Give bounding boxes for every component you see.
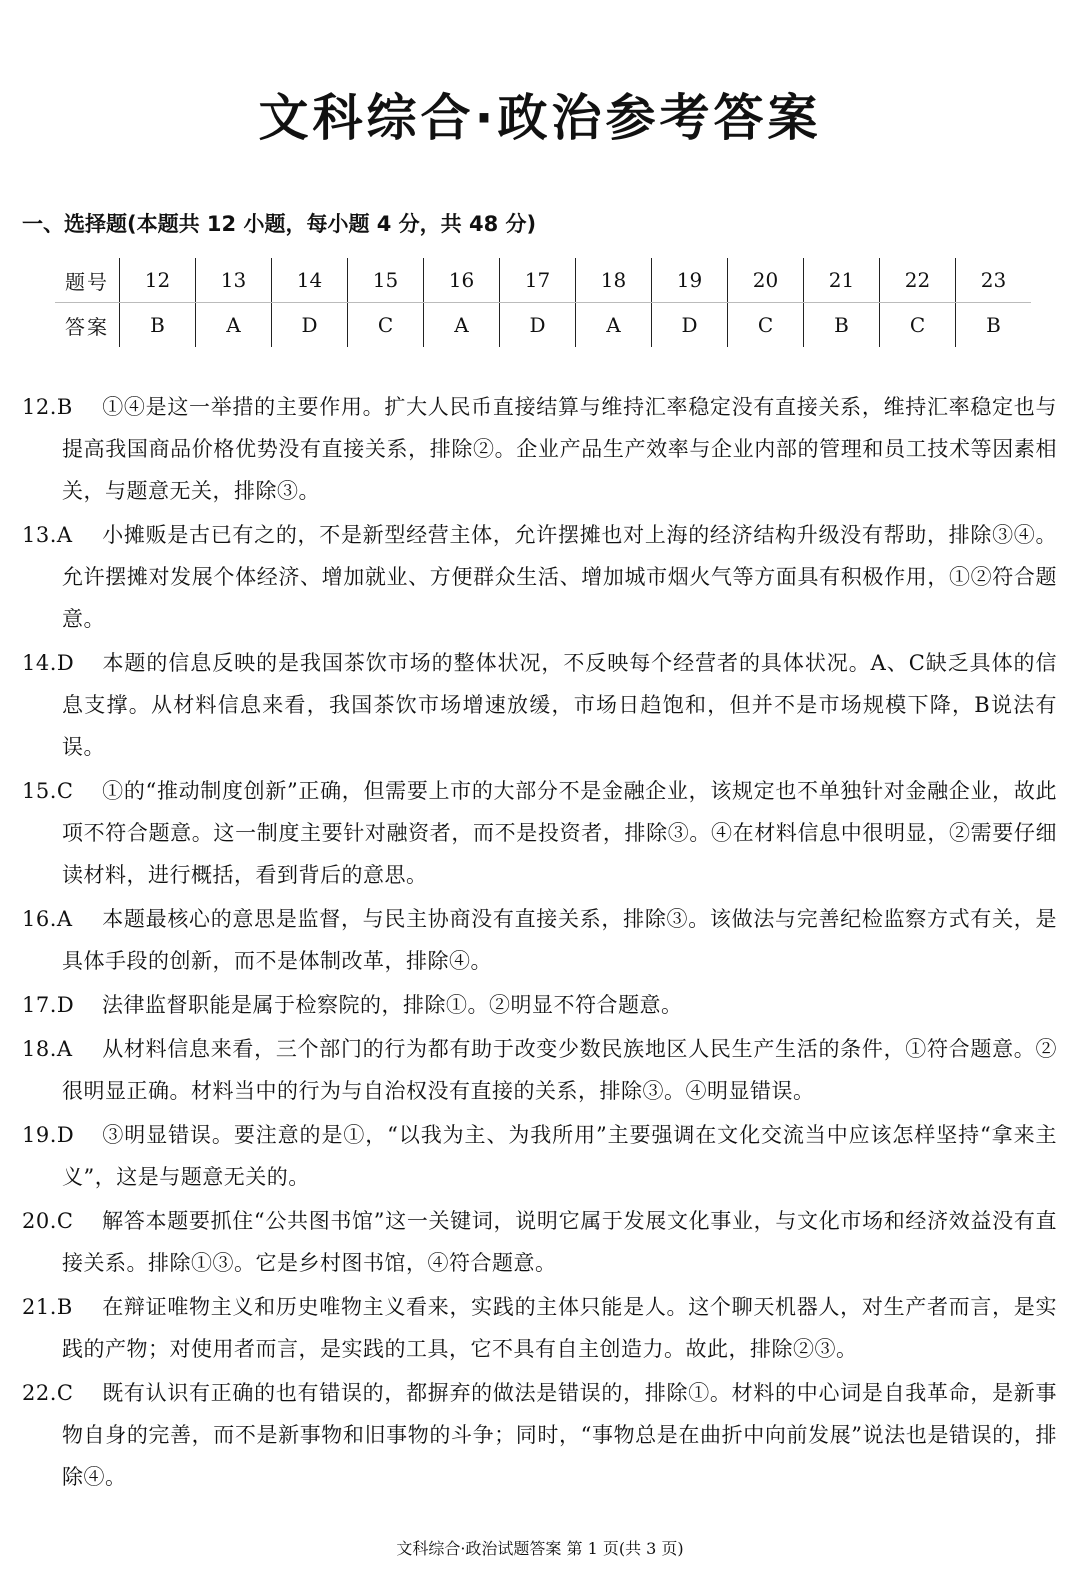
explanation-label: 15.C bbox=[22, 779, 74, 803]
explanation-text: ①④是这一举措的主要作用。扩大人民币直接结算与维持汇率稳定没有直接关系，维持汇率稳定也与提高我国商品价格优势没有直接关系，排除②。企业产品生产效率与企业内部的管理和员工技术等因素相关，与题意无关，排除③。 bbox=[62, 395, 1057, 503]
explanation-text: 解答本题要抓住“公共图书馆”这一关键词，说明它属于发展文化事业，与文化市场和经济效益没有直接关系。排除①③。它是乡村图书馆，④符合题意。 bbox=[62, 1209, 1057, 1275]
explanation-text: 从材料信息来看，三个部门的行为都有助于改变少数民族地区人民生产生活的条件，①符合题意。②很明显正确。材料当中的行为与自治权没有直接的关系，排除③。④明显错误。 bbox=[62, 1037, 1057, 1103]
answer-letter: B bbox=[956, 303, 1032, 348]
explanation-label: 14.D bbox=[22, 651, 75, 675]
question-number: 15 bbox=[348, 258, 424, 303]
explanation-item bbox=[22, 1200, 1057, 1284]
answer-letter: B bbox=[120, 303, 196, 348]
answer-letter: D bbox=[272, 303, 348, 348]
explanation-item bbox=[22, 514, 1057, 640]
answer-letter: A bbox=[424, 303, 500, 348]
explanation-label: 21.B bbox=[22, 1295, 73, 1319]
question-number: 22 bbox=[880, 258, 956, 303]
question-number: 13 bbox=[196, 258, 272, 303]
explanation-item bbox=[22, 1372, 1057, 1498]
answer-letter: D bbox=[652, 303, 728, 348]
explanation-label: 20.C bbox=[22, 1209, 74, 1233]
explanation-text: 本题的信息反映的是我国茶饮市场的整体状况，不反映每个经营者的具体状况。A、C缺乏具体的信息支撑。从材料信息来看，我国茶饮市场增速放缓，市场日趋饱和，但并不是市场规模下降，B说法有误。 bbox=[62, 651, 1057, 759]
explanation-item bbox=[22, 984, 1057, 1026]
answer-row bbox=[55, 303, 1031, 348]
answer-letter: C bbox=[880, 303, 956, 348]
question-number: 18 bbox=[576, 258, 652, 303]
answer-letter: B bbox=[804, 303, 880, 348]
answer-row-label: 答案 bbox=[65, 314, 109, 339]
explanation-text: 既有认识有正确的也有错误的，都摒弃的做法是错误的，排除①。材料的中心词是自我革命，是新事物自身的完善，而不是新事物和旧事物的斗争；同时，“事物总是在曲折中向前发展”说法也是错误的，排除④。 bbox=[62, 1381, 1057, 1489]
explanation-label: 22.C bbox=[22, 1381, 74, 1405]
explanation-text: 小摊贩是古已有之的，不是新型经营主体，允许摆摊也对上海的经济结构升级没有帮助，排除③④。允许摆摊对发展个体经济、增加就业、方便群众生活、增加城市烟火气等方面具有积极作用，①②符合题意。 bbox=[62, 523, 1057, 631]
explanation-label: 18.A bbox=[22, 1037, 73, 1061]
explanation-text: ③明显错误。要注意的是①，“以我为主、为我所用”主要强调在文化交流当中应该怎样坚持“拿来主义”，这是与题意无关的。 bbox=[62, 1123, 1057, 1189]
question-number: 17 bbox=[500, 258, 576, 303]
explanation-label: 13.A bbox=[22, 523, 73, 547]
question-number: 19 bbox=[652, 258, 728, 303]
explanation-item bbox=[22, 1114, 1057, 1198]
section-heading: 一、选择题(本题共 12 小题，每小题 4 分，共 48 分) bbox=[22, 212, 537, 236]
explanation-label: 19.D bbox=[22, 1123, 75, 1147]
explanation-item bbox=[22, 386, 1057, 512]
page-footer: 文科综合·政治试题答案 第 1 页(共 3 页) bbox=[396, 1539, 684, 1558]
explanation-item bbox=[22, 642, 1057, 768]
answer-letter: A bbox=[196, 303, 272, 348]
explanation-item bbox=[22, 898, 1057, 982]
question-row-label: 题号 bbox=[55, 258, 120, 303]
question-number: 14 bbox=[272, 258, 348, 303]
explanation-text: 法律监督职能是属于检察院的，排除①。②明显不符合题意。 bbox=[102, 993, 683, 1017]
explanation-item bbox=[22, 1286, 1057, 1370]
question-number: 21 bbox=[804, 258, 880, 303]
explanation-item bbox=[22, 1028, 1057, 1112]
answer-letter: C bbox=[728, 303, 804, 348]
explanation-label: 17.D bbox=[22, 993, 75, 1017]
explanation-text: ①的“推动制度创新”正确，但需要上市的大部分不是金融企业，该规定也不单独针对金融企业，故此项不符合题意。这一制度主要针对融资者，而不是投资者，排除③。④在材料信息中很明显，②需要仔细读材料，进行概括，看到背后的意思。 bbox=[62, 779, 1057, 887]
answer-letter: C bbox=[348, 303, 424, 348]
explanation-text: 本题最核心的意思是监督，与民主协商没有直接关系，排除③。该做法与完善纪检监察方式有关，是具体手段的创新，而不是体制改革，排除④。 bbox=[62, 907, 1057, 973]
explanation-label: 12.B bbox=[22, 395, 73, 419]
explanation-list bbox=[22, 386, 1057, 1500]
question-number: 23 bbox=[956, 258, 1032, 303]
explanation-text: 在辩证唯物主义和历史唯物主义看来，实践的主体只能是人。这个聊天机器人，对生产者而言，是实践的产物；对使用者而言，是实践的工具，它不具有自主创造力。故此，排除②③。 bbox=[62, 1295, 1057, 1361]
explanation-label: 16.A bbox=[22, 907, 73, 931]
answer-letter: A bbox=[576, 303, 652, 348]
page-title: 文科综合·政治参考答案 bbox=[258, 89, 822, 147]
explanation-item bbox=[22, 770, 1057, 896]
answer-table bbox=[55, 258, 1031, 347]
answer-letter: D bbox=[500, 303, 576, 348]
question-number: 12 bbox=[120, 258, 196, 303]
question-number: 20 bbox=[728, 258, 804, 303]
question-number: 16 bbox=[424, 258, 500, 303]
question-number-row bbox=[55, 258, 1031, 303]
